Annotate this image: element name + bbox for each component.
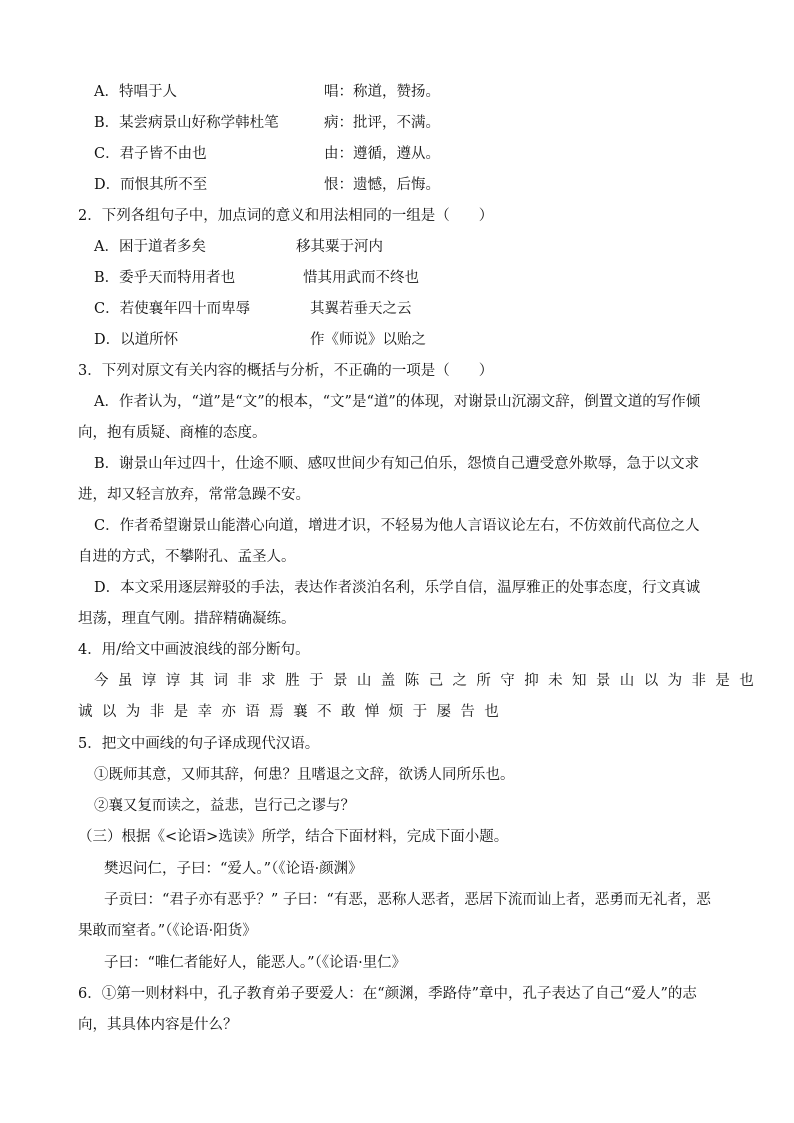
option-compare-text: 作《师说》以贻之 [310, 332, 426, 348]
q6-line1: 6．①第一则材料中，孔子教育弟子要爱人：在“颜渊，季路侍”章中，孔子表达了自己“爱人”的志 [78, 986, 697, 1002]
q5-stem: 5．把文中画线的句子译成现代汉语。 [78, 736, 320, 752]
option-text: B．委乎天而特用者也 [94, 270, 236, 286]
q3-option-d-line2: 坦荡，理直气刚。措辞精确凝练。 [78, 611, 296, 627]
q6-line2: 向，其具体内容是什么？ [78, 1017, 238, 1033]
q5-sentence-1: ①既师其意，又师其辞，何患？且嗜退之文辞，欲诱人同所乐也。 [94, 767, 515, 783]
q3-option-c-line2: 自进的方式，不攀附孔、孟圣人。 [78, 549, 296, 565]
option-text: C．君子皆不由也 [94, 146, 207, 162]
q3-option-b-line2: 进，却又轻言放弃，常常急躁不安。 [78, 487, 310, 503]
q4-stem: 4．用/给文中画波浪线的部分断句。 [78, 642, 310, 658]
q3-stem: 3．下列对原文有关内容的概括与分析，不正确的一项是（ ） [78, 363, 494, 379]
q4-passage-line2: 诚以为非是幸亦语焉襄不敢惮烦于屡告也 [78, 704, 509, 720]
material-3: 子曰：“唯仁者能好人，能恶人。”（《论语·里仁》 [104, 955, 407, 971]
material-1: 樊迟问仁，子曰：“爱人。”（《论语·颜渊》 [104, 861, 363, 877]
option-compare-text: 其翼若垂天之云 [310, 301, 412, 317]
material-2-line1: 子贡曰：“君子亦有恶乎？” 子曰：“有恶，恶称人恶者，恶居下流而讪上者，恶勇而无礼者，恶 [104, 892, 711, 908]
option-text: A．困于道者多矣 [94, 239, 206, 255]
option-text: C．若使襄年四十而卑辱 [94, 301, 251, 317]
q3-option-d-line1: D．本文采用逐层辩驳的手法，表达作者淡泊名利，乐学自信，温厚雅正的处事态度，行文真诚 [94, 580, 701, 596]
material-2-line2: 果敢而窒者。”（《论语·阳货》 [78, 923, 257, 939]
q3-option-c-line1: C．作者希望谢景山能潜心向道，增进才识，不轻易为他人言语议论左右，不仿效前代高位之人 [94, 518, 700, 534]
option-text: D．以道所怀 [94, 332, 179, 348]
option-text: D．而恨其所不至 [94, 177, 208, 193]
option-annotation: 病：批评，不满。 [324, 115, 440, 131]
option-text: A．特唱于人 [94, 84, 177, 100]
option-compare-text: 惜其用武而不终也 [303, 270, 419, 286]
section3-intro: （三）根据《<论语>选读》所学，结合下面材料，完成下面小题。 [78, 829, 509, 845]
q3-option-a-line1: A．作者认为，“道”是“文”的根本，“文”是“道”的体现，对谢景山沉溺文辞，倒置文道的写作倾 [94, 394, 701, 410]
option-text: B．某尝病景山好称学韩杜笔 [94, 115, 279, 131]
q3-option-b-line1: B．谢景山年过四十，仕途不顺、感叹世间少有知己伯乐，怨愤自己遭受意外欺辱，急于以文求 [94, 456, 700, 472]
option-annotation: 唱：称道，赞扬。 [324, 84, 440, 100]
q3-option-a-line2: 向，抱有质疑、商榷的态度。 [78, 425, 267, 441]
option-compare-text: 移其粟于河内 [296, 239, 383, 255]
q5-sentence-2: ②襄又复而读之，益悲，岂行己之谬与？ [94, 798, 355, 814]
option-annotation: 由：遵循，遵从。 [324, 146, 440, 162]
q4-passage-line1: 今虽谆谆其词非求胜于景山盖陈己之所守抑未知景山以为非是也 [94, 673, 764, 689]
option-annotation: 恨：遗憾，后悔。 [324, 177, 440, 193]
q2-stem: 2．下列各组句子中，加点词的意义和用法相同的一组是（ ） [78, 208, 494, 224]
